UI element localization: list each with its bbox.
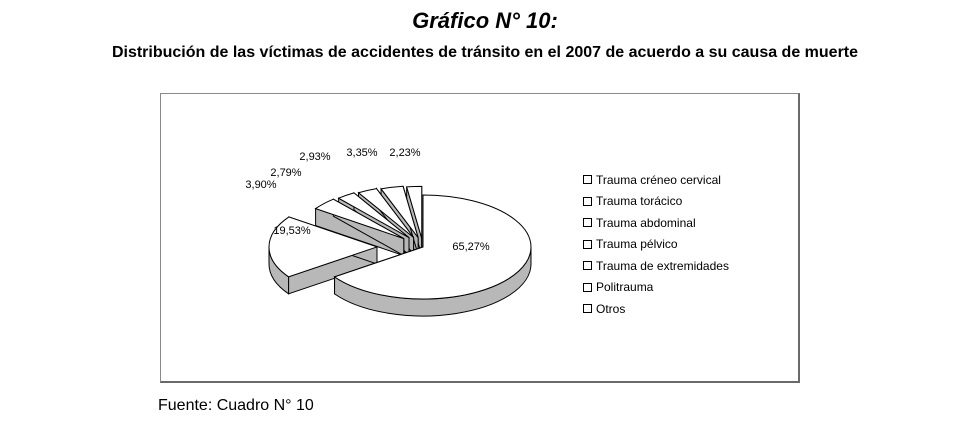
- chart-title: Gráfico N° 10:: [412, 8, 558, 33]
- legend-swatch: [583, 261, 592, 270]
- legend-label: Trauma pélvico: [596, 237, 678, 252]
- legend-item-trauma-de-extremidades: [583, 255, 729, 277]
- legend-item-politrauma: [583, 277, 729, 299]
- legend-label: Otros: [596, 301, 626, 316]
- legend-label: Politrauma: [596, 280, 654, 295]
- data-label: 65,27%: [452, 241, 490, 253]
- legend-item-trauma-abdominal: [583, 212, 729, 234]
- legend-swatch: [583, 218, 592, 227]
- legend-label: Trauma abdominal: [596, 215, 696, 230]
- legend-item-trauma-toracico: [583, 191, 729, 213]
- data-label: 2,79%: [270, 167, 302, 179]
- legend-swatch: [583, 175, 592, 184]
- data-label: 19,53%: [273, 225, 311, 237]
- legend-item-trauma-craneo-cervical: [583, 169, 729, 191]
- chart-legend: [583, 169, 729, 320]
- legend-label: Trauma de extremidades: [596, 258, 729, 273]
- data-label: 2,93%: [299, 151, 331, 163]
- legend-label: Trauma torácico: [596, 194, 683, 209]
- chart-frame: [160, 93, 800, 383]
- data-label: 3,35%: [346, 147, 378, 159]
- data-label: 2,23%: [389, 147, 421, 159]
- legend-item-trauma-pelvico: [583, 234, 729, 256]
- legend-swatch: [583, 240, 592, 249]
- legend-swatch: [583, 197, 592, 206]
- source-note: Fuente: Cuadro N° 10: [158, 397, 314, 414]
- legend-item-otros: [583, 298, 729, 320]
- chart-subtitle: Distribución de las víctimas de accidentes de tránsito en el 2007 de acuerdo a su causa de muerte: [111, 44, 859, 61]
- legend-swatch: [583, 283, 592, 292]
- legend-label: Trauma créneo cervical: [596, 172, 721, 187]
- legend-swatch: [583, 304, 592, 313]
- data-label: 3,90%: [245, 179, 277, 191]
